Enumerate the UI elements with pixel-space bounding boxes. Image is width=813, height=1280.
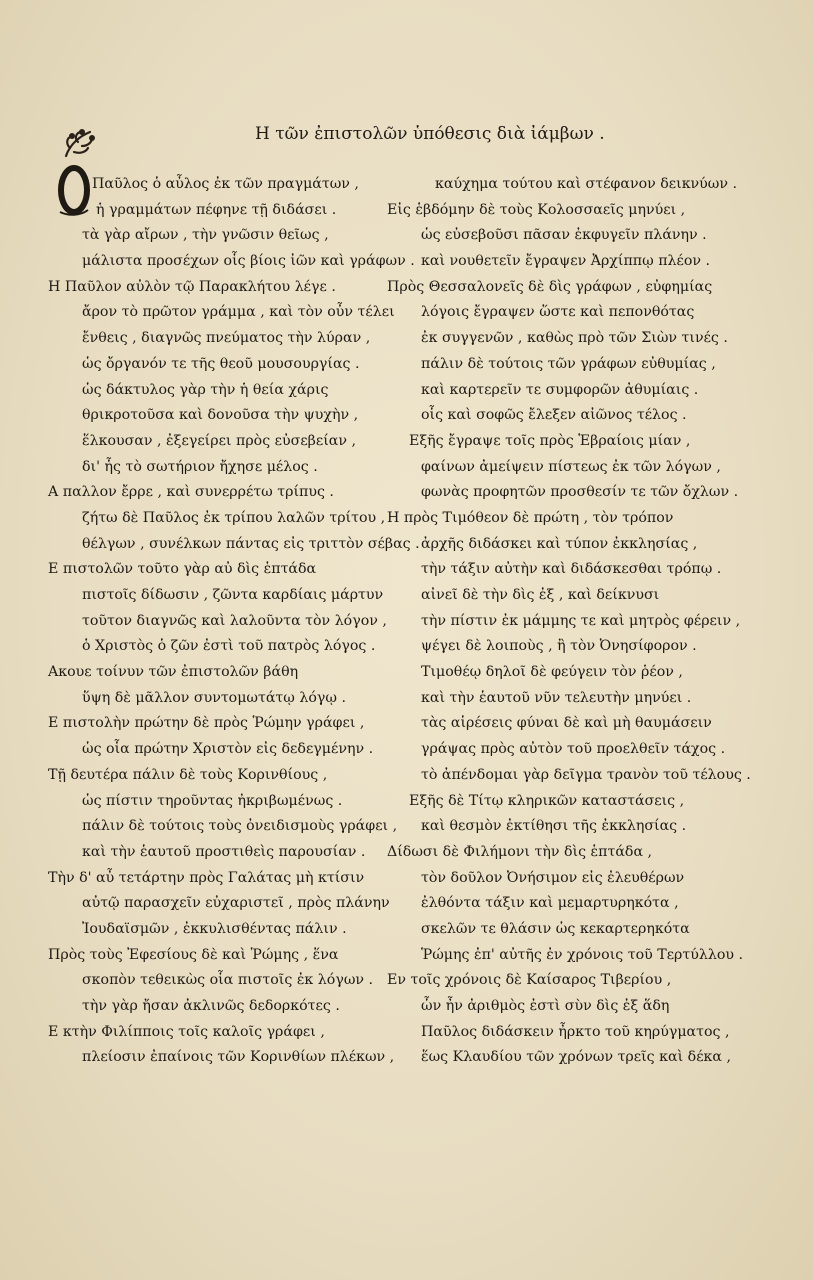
text-line: ἕλκουσαν , ἐξεγείρει πρὸς εὐσεβείαν ,	[82, 432, 357, 449]
text-line: Παῦλος διδάσκειν ἦρκτο τοῦ κηρύγματος ,	[421, 1023, 730, 1040]
text-line: γράψας πρὸς αὐτὸν τοῦ προελθεῖν τάχος .	[421, 741, 726, 758]
text-line: σκοπὸν τεθεικὼς οἷα πιστοῖς ἐκ λόγων .	[82, 972, 374, 989]
text-line: καύχημα τούτου καὶ στέφανον δεικνύων .	[435, 176, 738, 192]
text-line: Εν τοῖς χρόνοις δὲ Καίσαρος Τιβερίου ,	[387, 972, 672, 989]
text-line: πλείοσιν ἐπαίνοις τῶν Κορινθίων πλέκων ,	[82, 1049, 395, 1066]
text-line: αὐτῷ παρασχεῖν εὐχαριστεῖ , πρὸς πλάνην	[82, 895, 390, 912]
text-line: τὸν δοῦλον Ὀνήσιμον εἰς ἐλευθέρων	[421, 869, 685, 886]
left-text-column	[48, 172, 420, 1071]
text-line: ὡς πίστιν τηροῦντας ἠκριβωμένως .	[82, 792, 343, 809]
text-line: φαίνων ἀμείψειν πίστεως ἐκ τῶν λόγων ,	[421, 458, 721, 475]
text-line: ἕως Κλαυδίου τῶν χρόνων τρεῖς καὶ δέκα ,	[421, 1049, 732, 1066]
text-line: ἔνθεις , διαγνῶς πνεύματος τὴν λύραν ,	[82, 330, 371, 347]
text-line: λόγοις ἔγραψεν ὥστε καὶ πεπονθότας	[421, 304, 695, 321]
text-line: Πρὸς τοὺς Ἐφεσίους δὲ καὶ Ῥώμης , ἕνα	[48, 946, 339, 963]
text-line: θρικροτοῦσα καὶ δονοῦσα τὴν ψυχὴν ,	[82, 407, 359, 424]
text-line: Τιμοθέῳ δηλοῖ δὲ φεύγειν τὸν ῥέον ,	[421, 664, 683, 681]
text-line: Εἰς ἑβδόμην δὲ τοὺς Κολοσσαεῖς μηνύει ,	[387, 201, 686, 218]
text-line: Η Παῦλον αὐλὸν τῷ Παρακλήτου λέγε .	[48, 278, 336, 295]
text-line: Ε πιστολῶν τοῦτο γὰρ αὐ δὶς ἑπτάδα	[48, 561, 317, 578]
text-line: Α παλλον ἔρρε , καὶ συνερρέτω τρίπυς .	[48, 484, 334, 501]
text-line: Ακουε τοίνυν τῶν ἐπιστολῶν βάθη	[48, 664, 299, 681]
text-line: Ἰουδαϊσμῶν , ἐκκυλισθέντας πάλιν .	[82, 920, 347, 937]
text-line: ὕψη δὲ μᾶλλον συντομωτάτῳ λόγῳ .	[82, 689, 346, 706]
text-line: δι' ἧς τὸ σωτήριον ἤχησε μέλος .	[82, 458, 318, 475]
text-line: πιστοῖς δίδωσιν , ζῶντα καρδίαις μάρτυν	[82, 587, 384, 603]
text-line: τὴν γὰρ ἤσαν ἀκλινῶς δεδορκότες .	[82, 998, 340, 1014]
text-line: ὡς εὐσεβοῦσι πᾶσαν ἐκφυγεῖν πλάνην .	[421, 227, 707, 244]
text-line: πάλιν δὲ τούτοις τοὺς ὀνειδισμοὺς γράφει ,	[82, 818, 398, 835]
text-line: τὰ γὰρ αἴρων , τὴν γνῶσιν θεῖως ,	[82, 227, 329, 244]
text-line: μάλιστα προσέχων οἷς βίοις ἰῶν καὶ γράφων .	[82, 253, 415, 270]
text-line: Ῥώμης ἐπ' αὐτῆς ἐν χρόνοις τοῦ Τερτύλλου .	[421, 946, 744, 963]
text-line: ψέγει δὲ λοιποὺς , ἢ τὸν Ὀνησίφορον .	[421, 638, 697, 655]
text-line: ὁ Χριστὸς ὁ ζῶν ἐστὶ τοῦ πατρὸς λόγος .	[82, 638, 376, 655]
text-line: πάλιν δὲ τούτοις τῶν γράφων εὐθυμίας ,	[421, 355, 716, 372]
text-line: τὰς αἱρέσεις φύναι δὲ καὶ μὴ θαυμάσειν	[421, 715, 712, 732]
text-line: καὶ τὴν ἑαυτοῦ νῦν τελευτὴν μηνύει .	[421, 689, 692, 706]
text-line: οἷς καὶ σοφῶς ἔλεξεν αἰῶνος τέλος .	[421, 407, 687, 424]
text-line: καὶ θεσμὸν ἐκτίθησι τῆς ἐκκλησίας .	[421, 818, 687, 835]
text-line: Ε πιστολὴν πρώτην δὲ πρὸς Ῥώμην γράφει ,	[48, 715, 365, 732]
text-line: ἀρχῆς διδάσκει καὶ τύπον ἐκκλησίας ,	[421, 535, 698, 552]
text-line: καὶ νουθετεῖν ἔγραψεν Ἀρχίππῳ πλέον .	[421, 253, 711, 270]
text-line: τοῦτον διαγνῶς καὶ λαλοῦντα τὸν λόγον ,	[82, 612, 387, 629]
text-line: Εξῆς ἔγραψε τοῖς πρὸς Ἑβραίοις μίαν ,	[409, 432, 691, 449]
text-line: ὡς ὄργανόν τε τῆς θεοῦ μουσουργίας .	[82, 355, 360, 372]
text-line: ἄρον τὸ πρῶτον γράμμα , καὶ τὸν οὖν τέλει	[82, 304, 395, 321]
text-line: τὸ ἀπένδομαι γὰρ δεῖγμα τρανὸν τοῦ τέλους .	[421, 766, 751, 783]
text-line: ὡς οἷα πρώτην Χριστὸν εἰς δεδεγμένην .	[82, 741, 374, 758]
text-line: Η πρὸς Τιμόθεον δὲ πρώτη , τὸν τρόπον	[387, 509, 674, 526]
text-line: Τὴν δ' αὖ τετάρτην πρὸς Γαλάτας μὴ κτίσιν	[48, 869, 365, 886]
text-line: ὡς δάκτυλος γὰρ τὴν ἡ θεία χάρις	[82, 381, 329, 398]
floral-ornament-icon	[60, 126, 96, 162]
text-line: Τῇ δευτέρα πάλιν δὲ τοὺς Κορινθίους ,	[48, 766, 328, 783]
right-text-column	[387, 172, 751, 1071]
page-headline: Η τῶν ἐπιστολῶν ὑπόθεσις διὰ ἰάμβων .	[255, 124, 605, 144]
text-line: Δίδωσι δὲ Φιλήμονι τὴν δὶς ἑπτάδα ,	[387, 843, 653, 860]
text-line: τὴν τάξιν αὐτὴν καὶ διδάσκεσθαι τρόπῳ .	[421, 561, 722, 578]
text-line: καὶ τὴν ἑαυτοῦ προστιθεὶς παρουσίαν .	[82, 843, 366, 860]
text-line: Παῦλος ὁ αὖλος ἐκ τῶν πραγμάτων ,	[92, 176, 359, 192]
text-line: θέλγων , συνέλκων πάντας εἰς τριττὸν σέβας .	[82, 535, 420, 552]
text-line: ἐκ συγγενῶν , καθὼς πρὸ τῶν Σιὼν τινές .	[421, 330, 728, 347]
text-line: τὴν πίστιν ἐκ μάμμης τε καὶ μητρὸς φέρειν ,	[421, 612, 741, 629]
text-line: ἡ γραμμάτων πέφηνε τῇ διδάσει .	[96, 201, 337, 218]
text-line: αἰνεῖ δὲ τὴν δὶς ἐξ , καὶ δείκνυσι	[421, 587, 660, 603]
text-line: ὧν ἦν ἀριθμὸς ἐστὶ σὺν δὶς ἐξ ἅδη	[421, 998, 670, 1014]
text-line: Εξῆς δὲ Τίτῳ κληρικῶν καταστάσεις ,	[409, 792, 685, 809]
text-line: ἐλθόντα τάξιν καὶ μεμαρτυρηκότα ,	[421, 895, 679, 912]
text-line: φωνὰς προφητῶν προσθεσίν τε τῶν ὄχλων .	[421, 484, 739, 501]
text-line: Πρὸς Θεσσαλονεῖς δὲ δὶς γράφων , εὐφημίας	[387, 278, 713, 295]
text-line: σκελῶν τε θλάσιν ὡς κεκαρτερηκότα	[421, 920, 690, 937]
text-line: Ε κτὴν Φιλίπποις τοῖς καλοῖς γράφει ,	[48, 1023, 325, 1040]
text-line: ζήτω δὲ Παῦλος ἐκ τρίπου λαλῶν τρίτου ,	[82, 509, 386, 526]
text-line: καὶ καρτερεῖν τε συμφορῶν ἀθυμίαις .	[421, 381, 699, 398]
